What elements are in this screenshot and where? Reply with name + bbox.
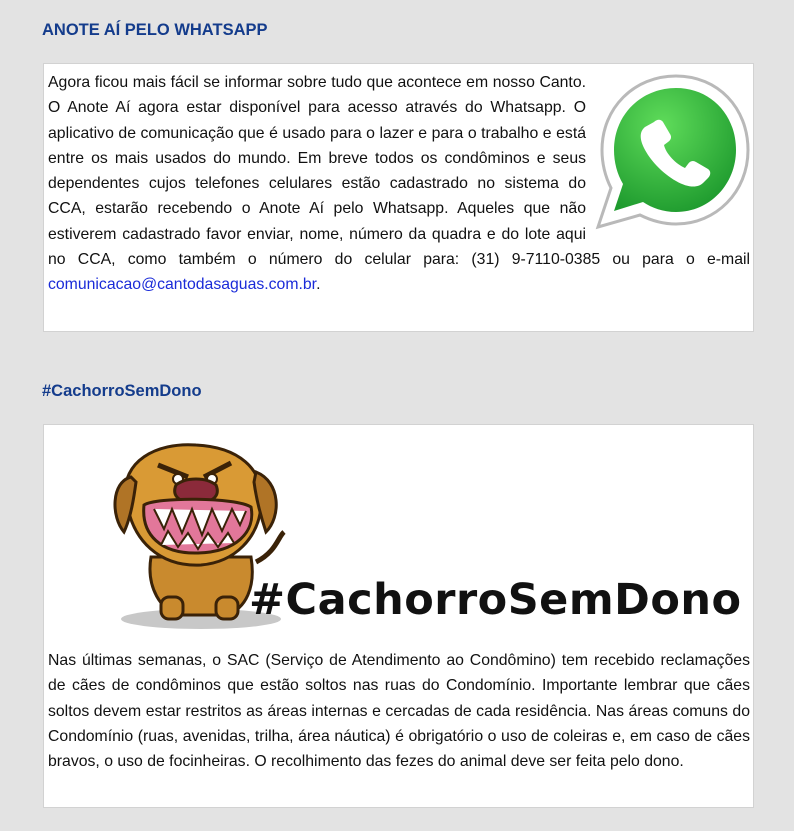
dog-banner-hashtag: #CachorroSemDono xyxy=(249,575,742,625)
email-link[interactable]: comunicacao@cantodasaguas.com.br xyxy=(48,276,317,294)
dog-article xyxy=(43,424,754,808)
whatsapp-logo-icon xyxy=(590,72,750,235)
whatsapp-article xyxy=(43,63,754,332)
dog-section-title: #CachorroSemDono xyxy=(42,382,202,400)
whatsapp-article-body: Agora ficou mais fácil se informar sobre tudo que acontece em nosso Canto. O Anote Aí agora estar disponível para acesso através do Whatsapp. O aplicativo de comunicação que é usado para o lazer e para o trabalho e está entre os mais usados do mundo. Em breve todos os condôminos e seus dependentes cujos telefones celulares estão cadastrado no sistema do CCA, estarão recebendo o Anote Aí pelo Whatsapp. Aqueles que não estiverem cadastrado favor enviar, nome, número da quadra e do lote aqui no CCA, como também o número do celular para: (31) 9-7110-0385 ou para o e-mail comunicacao@cantodasaguas.com.br. xyxy=(48,74,750,294)
whatsapp-section-title: ANOTE AÍ PELO WHATSAPP xyxy=(42,21,268,39)
dog-article-body: Nas últimas semanas, o SAC (Serviço de Atendimento ao Condômino) tem recebido reclamações de cães de condôminos que estão soltos nas ruas do Condomínio. Importante lembrar que cães soltos devem estar restritos as áreas internas e cercadas de cada residência. Nas áreas comuns do Condomínio (ruas, avenidas, trilha, área náutica) é obrigatório o uso de coleiras e, em caso de cães bravos, o uso de focinheiras. O recolhimento das fezes do animal deve ser feita pelo dono. xyxy=(48,652,750,771)
